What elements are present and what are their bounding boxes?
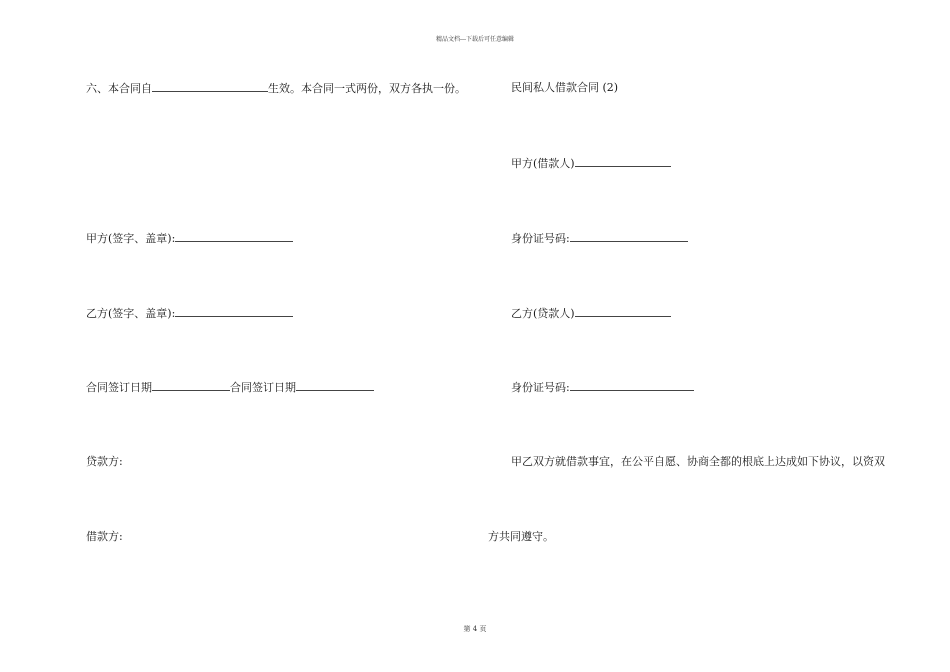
effective-suffix: 生效。本合同一式两份，双方各执一份。 <box>268 82 466 95</box>
agreement-text-line-1: 甲乙双方就借款事宜，在公平自愿、协商全都的根底上达成如下协议，以资双 <box>511 455 885 468</box>
agreement-text-line-2: 方共同遵守。 <box>488 530 554 543</box>
effective-date-blank <box>152 81 268 92</box>
party-a-signature-line <box>86 231 293 246</box>
party-a-line <box>511 156 671 171</box>
party-b-line <box>511 306 671 321</box>
party-b-blank <box>575 306 671 317</box>
party-a-id-blank <box>570 231 688 242</box>
party-a-id-label: 身份证号码: <box>511 232 570 245</box>
party-a-label: 甲方(借款人) <box>511 157 575 170</box>
party-a-id-line <box>511 231 688 246</box>
contract-title: 民间私人借款合同 (2) <box>511 81 619 94</box>
party-b-signature-blank <box>175 306 293 317</box>
effective-prefix: 六、本合同自 <box>86 82 152 95</box>
sign-date-label-1: 合同签订日期 <box>86 381 152 394</box>
party-a-signature-blank <box>175 231 293 242</box>
borrower-label: 借款方: <box>86 530 123 543</box>
page-header: 精品文档---下载后可任意编辑 <box>435 36 515 43</box>
party-b-label: 乙方(贷款人) <box>511 307 575 320</box>
party-b-signature-label: 乙方(签字、盖章): <box>86 307 176 320</box>
sign-date-blank-1 <box>152 380 230 391</box>
page-footer: 第 4 页 <box>463 625 487 633</box>
sign-date-blank-2 <box>296 380 374 391</box>
effective-clause <box>86 81 466 96</box>
sign-date-label-2: 合同签订日期 <box>230 381 296 394</box>
party-a-blank <box>575 156 671 167</box>
party-b-id-line <box>511 380 694 395</box>
party-b-id-blank <box>570 380 694 391</box>
sign-date-line <box>86 380 374 395</box>
party-b-id-label: 身份证号码: <box>511 381 570 394</box>
party-a-signature-label: 甲方(签字、盖章): <box>86 232 176 245</box>
party-b-signature-line <box>86 306 293 321</box>
lender-label: 贷款方: <box>86 455 123 468</box>
